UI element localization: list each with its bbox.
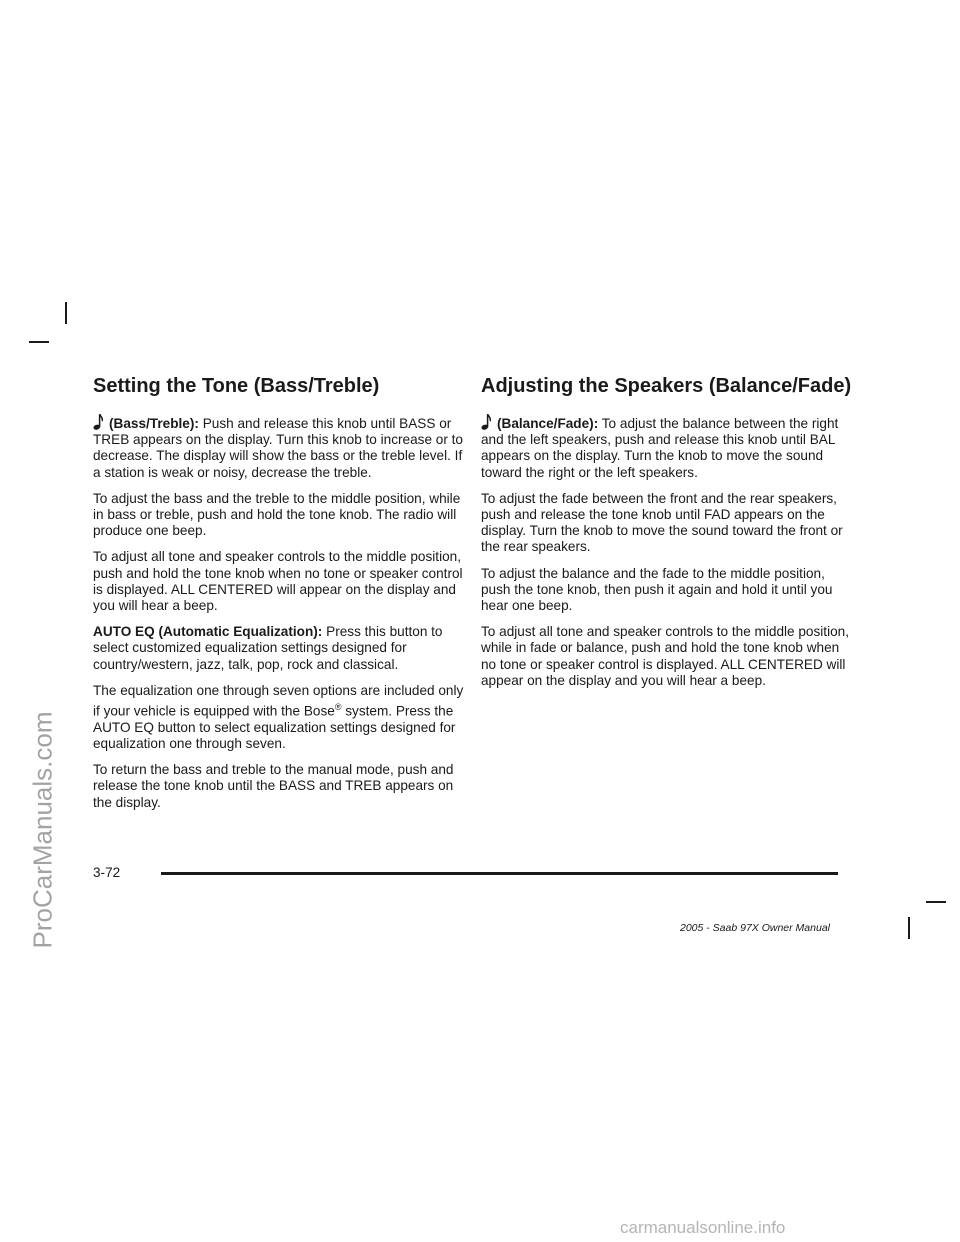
music-note-icon (481, 413, 491, 431)
crop-mark-bottom-horizontal (926, 901, 946, 903)
eq-options-text-after: system. Press the AUTO EQ button to select equalization settings designed for equalization one through seven. (93, 703, 456, 751)
right-column (481, 374, 851, 699)
auto-eq-text: Press this button to select customized equalization settings designed for country/western, jazz, talk, pop, rock and classical. (93, 624, 443, 672)
crop-mark-bottom-vertical (908, 917, 910, 939)
balance-fade-text: To adjust the balance between the right and the left speakers, push and release this knob until BAL appears on the display. Turn the knob to move the sound toward the right or the left speakers. (481, 416, 839, 480)
crop-mark-top-horizontal (29, 341, 49, 343)
paragraph-manual-mode: To return the bass and treble to the manual mode, push and release the tone knob until the BASS and TREB appears on the display. (93, 762, 454, 810)
bass-treble-text: Push and release this knob until BASS or TREB appears on the display. Turn this knob to increase or to decrease. The display will show the bass or the treble level. If a station is weak or noisy, decrease the treble. (93, 416, 463, 480)
section-heading-speakers: Adjusting the Speakers (Balance/Fade) (481, 375, 852, 397)
paragraph-all-centered: To adjust all tone and speaker controls to the middle position, push and hold the tone knob when no tone or speaker control is displayed. ALL CENTERED will appear on the display and you will hear a beep. (93, 549, 463, 614)
auto-eq-lead: AUTO EQ (Automatic Equalization): (93, 624, 323, 640)
site-watermark: carmanualsonline.info (620, 1218, 786, 1237)
paragraph-equalization-options (93, 683, 465, 752)
paragraph-all-centered-fade: To adjust all tone and speaker controls to the middle position, while in fade or balance, push and hold the tone knob when no tone or speaker control is displayed. ALL CENTERED will appear on the display and you will hear a beep. (481, 624, 850, 688)
music-note-icon (93, 413, 103, 431)
paragraph-auto-eq (93, 624, 465, 673)
registered-trademark: ® (334, 702, 342, 713)
page-number: 3-72 (93, 865, 121, 880)
section-heading-tone: Setting the Tone (Bass/Treble) (93, 375, 380, 397)
paragraph-balance-fade (481, 413, 851, 481)
paragraph-balance-fade-center: To adjust the balance and the fade to the middle position, push the tone knob, then push it again and hold it until you hear one beep. (481, 565, 833, 614)
paragraph-fade: To adjust the fade between the front and the rear speakers, push and release the tone knob until FAD appears on the display. Turn the knob to move the sound toward the front or the rear speakers. (481, 490, 843, 555)
watermark: ProCarManuals.com (27, 711, 58, 949)
footer-rule (161, 872, 838, 875)
manual-title: 2005 - Saab 97X Owner Manual (679, 922, 830, 934)
balance-fade-lead: (Balance/Fade): (497, 416, 599, 431)
bass-treble-lead: (Bass/Treble): (109, 416, 199, 431)
crop-mark-top-vertical (65, 302, 67, 324)
left-column (93, 374, 465, 821)
paragraph-bass-treble-center: To adjust the bass and the treble to the middle position, while in bass or treble, push and hold the tone knob. The radio will produce one beep. (93, 490, 461, 539)
eq-options-text-before: The equalization one through seven options are included only if your vehicle is equipped with the Bose (93, 682, 464, 719)
paragraph-bass-treble (93, 413, 465, 481)
